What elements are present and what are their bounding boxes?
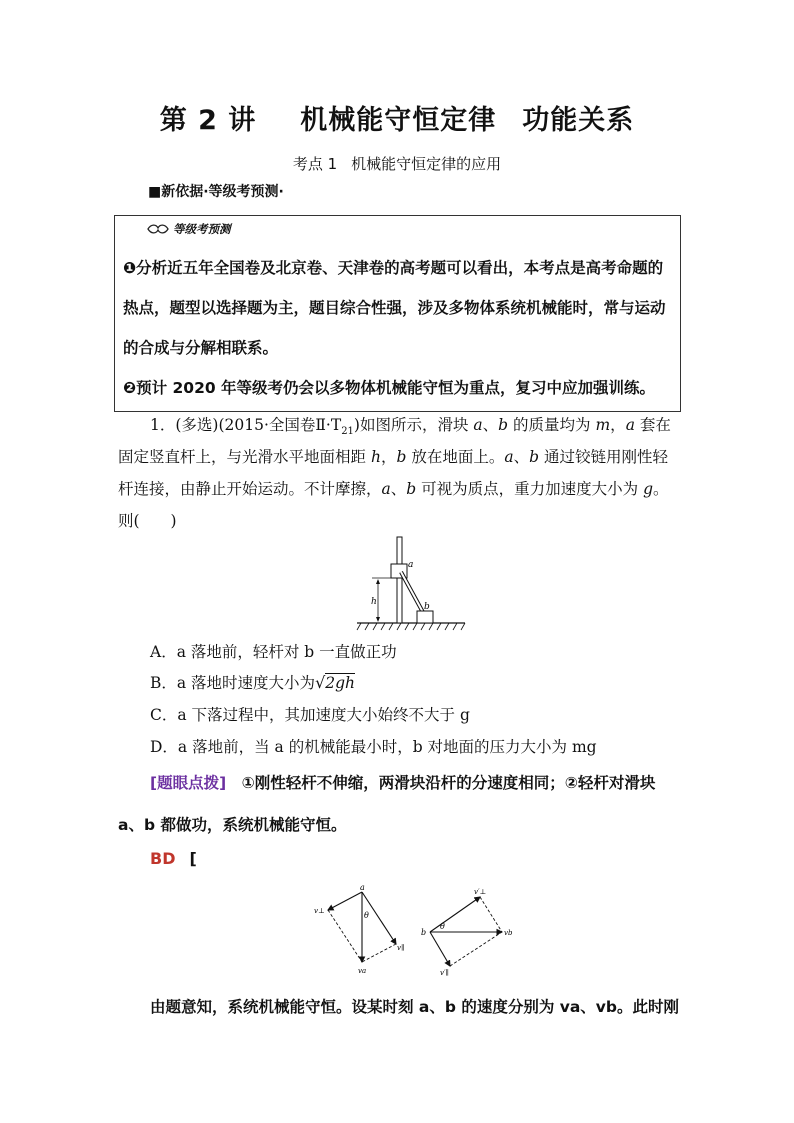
explanation-text: 由题意知，系统机械能守恒。设某时刻 a、b 的速度分别为 va、vb。此时刚 (150, 998, 680, 1016)
label-b: b (421, 928, 427, 937)
label-v-par-prime: v′∥ (440, 969, 449, 977)
forecast-tag: 等级考预测 (147, 221, 231, 237)
hint-tag: [题眼点拨] (150, 774, 227, 792)
option-c: C．a 下落过程中，其加速度大小始终不大于 g (150, 706, 470, 724)
label-a: a (408, 560, 414, 570)
forecast-paragraph-1: ❶分析近五年全国卷及北京卷、天津卷的高考题可以看出，本考点是高考命题的热点，题型以选择题为主，题目综合性强，涉及多物体系统机械能时，常与运动的合成与分解相联系。 (123, 259, 666, 357)
option-b: B．a 落地时速度大小为√2gh (150, 673, 356, 692)
label-h: h (371, 597, 377, 607)
option-a: A．a 落地前，轻杆对 b 一直做正功 (150, 643, 397, 661)
exam-forecast-box (114, 215, 681, 412)
page-title: 第 2 讲 机械能守恒定律 功能关系 (159, 105, 635, 136)
label-v-b: vb (504, 929, 513, 937)
answer: BD [ (150, 849, 197, 868)
section-heading: ■新依据·等级考预测· (148, 184, 284, 200)
label-a: a (360, 883, 365, 892)
question-line: 1．(多选)(2015·全国卷$Ⅱ\cdot T_{21}$)如图所示，滑块 a、b 的质量均为 m，a 套在 (150, 416, 671, 438)
hint-line-2: a、b 都做功，系统机械能守恒。 (118, 816, 347, 834)
velocity-diagram-b (418, 880, 518, 980)
handshake-icon (147, 223, 169, 235)
vertical-rod (397, 537, 402, 623)
label-v-perp: v⊥ (314, 907, 325, 915)
velocity-diagram-a (310, 880, 410, 980)
label-theta: θ (440, 922, 445, 931)
question-line: 杆连接，由静止开始运动。不计摩擦，a、b 可视为质点，重力加速度大小为 g。 (118, 480, 669, 498)
ground (357, 623, 465, 630)
hint-line-1: [题眼点拨] ①刚性轻杆不伸缩，两滑块沿杆的分速度相同；②轻杆对滑块 (150, 774, 656, 792)
question-line: 固定竖直杆上，与光滑水平地面相距 h，b 放在地面上。a、b 通过铰链用刚性轻 (118, 448, 668, 466)
label-v-perp-prime: v′⊥ (474, 888, 487, 896)
rigid-rod (401, 572, 425, 616)
label-v-a: va (358, 967, 367, 975)
section-subtitle: 考点 1 机械能守恒定律的应用 (292, 155, 502, 173)
slider-rod-figure (355, 535, 470, 635)
label-v-par: v∥ (397, 944, 405, 952)
slider-b (417, 611, 433, 623)
label-b: b (424, 602, 430, 612)
question-line: 则( ) (118, 512, 177, 530)
label-theta: θ (364, 911, 369, 920)
option-d: D．a 落地前，当 a 的机械能最小时，b 对地面的压力大小为 mg (150, 738, 597, 756)
forecast-paragraph-2: ❷预计 2020 年等级考仍会以多物体机械能守恒为重点，复习中应加强训练。 (123, 379, 656, 397)
